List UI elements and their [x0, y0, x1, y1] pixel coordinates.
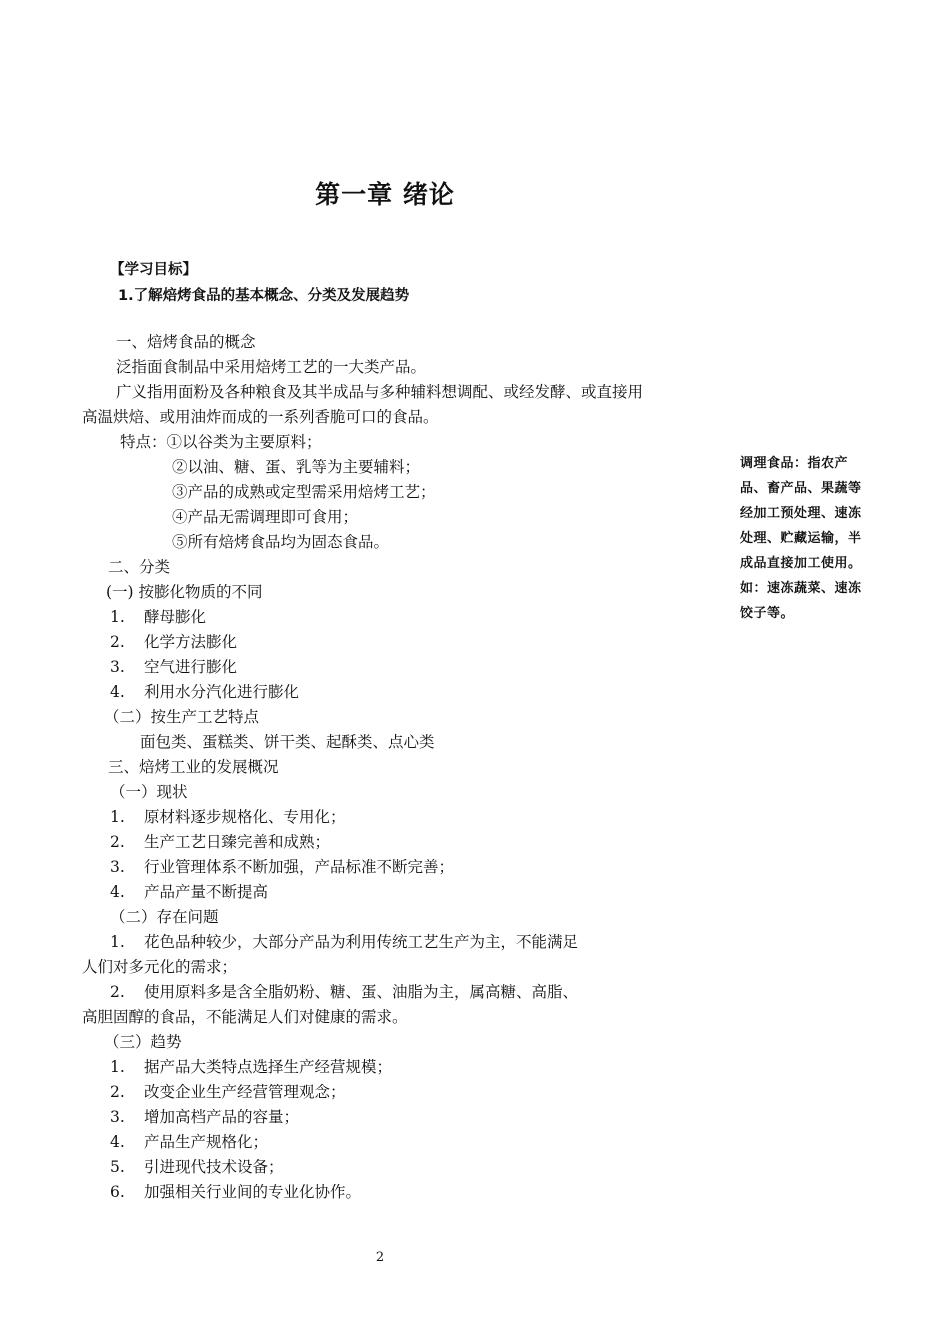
list-item [110, 635, 237, 651]
list-item [110, 835, 330, 851]
page-number: 2 [375, 1250, 385, 1265]
features-label: 特点：①以谷类为主要原料； [120, 433, 322, 451]
list-item [110, 885, 268, 901]
list-text: 加强相关行业间的专业化协作。 [144, 1183, 362, 1201]
section-heading: 一、焙烤食品的概念 [116, 333, 256, 351]
list-text: 空气进行膨化 [144, 658, 238, 676]
paragraph: 高温烘焙、或用油炸而成的一系列香脆可口的食品。 [82, 408, 439, 426]
objective-item: 1.了解焙烤食品的基本概念、分类及发展趋势 [118, 288, 410, 304]
list-item [110, 985, 578, 1001]
list-text: 改变企业生产经营管理观念； [144, 1083, 346, 1101]
list-number: 2. [110, 983, 125, 1001]
list-item [110, 1085, 346, 1101]
list-item [110, 685, 299, 701]
list-number: 6. [110, 1183, 125, 1201]
list-item [110, 935, 578, 951]
list-number: 1. [110, 1058, 125, 1076]
list-text-continued: 高胆固醇的食品，不能满足人们对健康的需求。 [82, 1008, 408, 1026]
list-item [110, 860, 454, 876]
list-number: 2. [110, 833, 125, 851]
subsection-heading: （三）趋势 [104, 1033, 182, 1051]
list-number: 4. [110, 1133, 125, 1151]
list-text: 行业管理体系不断加强，产品标准不断完善； [144, 858, 455, 876]
list-text: 产品生产规格化； [144, 1133, 269, 1151]
feature-item: ③产品的成熟或定型需采用焙烤工艺； [172, 483, 436, 501]
list-text: 花色品种较少，大部分产品为利用传统工艺生产为主，不能满足 [144, 933, 579, 951]
objectives-heading: 【学习目标】 [110, 262, 197, 278]
list-text: 酵母膨化 [144, 608, 207, 626]
section-heading: 二、分类 [108, 558, 171, 576]
sidebar-note: 调理食品：指农产品、畜产品、果蔬等经加工预处理、速冻处理、贮藏运输，半成品直接加工使用。如：速冻蔬菜、速冻饺子等。 [740, 456, 862, 621]
list-item [110, 1110, 299, 1126]
list-number: 3. [110, 658, 125, 676]
list-number: 1. [110, 608, 125, 626]
list-item [110, 1135, 268, 1151]
subsection-heading: （二）存在问题 [110, 908, 219, 926]
list-text: 原材料逐步规格化、专用化； [144, 808, 346, 826]
list-number: 4. [110, 683, 125, 701]
list-text-continued: 人们对多元化的需求； [82, 958, 238, 976]
list-number: 2. [110, 633, 125, 651]
feature-item: ②以油、糖、蛋、乳等为主要辅料； [172, 458, 421, 476]
list-number: 3. [110, 1108, 125, 1126]
list-text: 生产工艺日臻完善和成熟； [144, 833, 331, 851]
list-text: 增加高档产品的容量； [144, 1108, 300, 1126]
feature-item: ④产品无需调理即可食用； [172, 508, 359, 526]
list-number: 1. [110, 933, 125, 951]
list-item [110, 1060, 392, 1076]
list-item [110, 1185, 361, 1201]
list-number: 3. [110, 858, 125, 876]
list-item [110, 660, 237, 676]
section-heading: 三、焙烤工业的发展概况 [108, 758, 279, 776]
list-text: 使用原料多是含全脂奶粉、糖、蛋、油脂为主，属高糖、高脂、 [144, 983, 579, 1001]
list-number: 1. [110, 808, 125, 826]
list-text: 据产品大类特点选择生产经营规模； [144, 1058, 393, 1076]
chapter-title: 第一章 绪论 [315, 180, 455, 209]
list-number: 4. [110, 883, 125, 901]
paragraph: 面包类、蛋糕类、饼干类、起酥类、点心类 [140, 733, 435, 751]
list-text: 产品产量不断提高 [144, 883, 269, 901]
list-text: 化学方法膨化 [144, 633, 238, 651]
feature-item: ⑤所有焙烤食品均为固态食品。 [172, 533, 390, 551]
list-item [110, 610, 206, 626]
paragraph: 广义指用面粉及各种粮食及其半成品与多种辅料想调配、或经发酵、或直接用 [116, 383, 644, 401]
list-item [110, 810, 346, 826]
subsection-heading: （一）现状 [110, 783, 188, 801]
list-text: 引进现代技术设备； [144, 1158, 284, 1176]
subsection-heading: (一) 按膨化物质的不同 [106, 583, 263, 601]
list-item [110, 1160, 284, 1176]
list-text: 利用水分汽化进行膨化 [144, 683, 300, 701]
list-number: 2. [110, 1083, 125, 1101]
list-number: 5. [110, 1158, 125, 1176]
subsection-heading: （二）按生产工艺特点 [104, 708, 260, 726]
paragraph: 泛指面食制品中采用焙烤工艺的一大类产品。 [116, 358, 427, 376]
